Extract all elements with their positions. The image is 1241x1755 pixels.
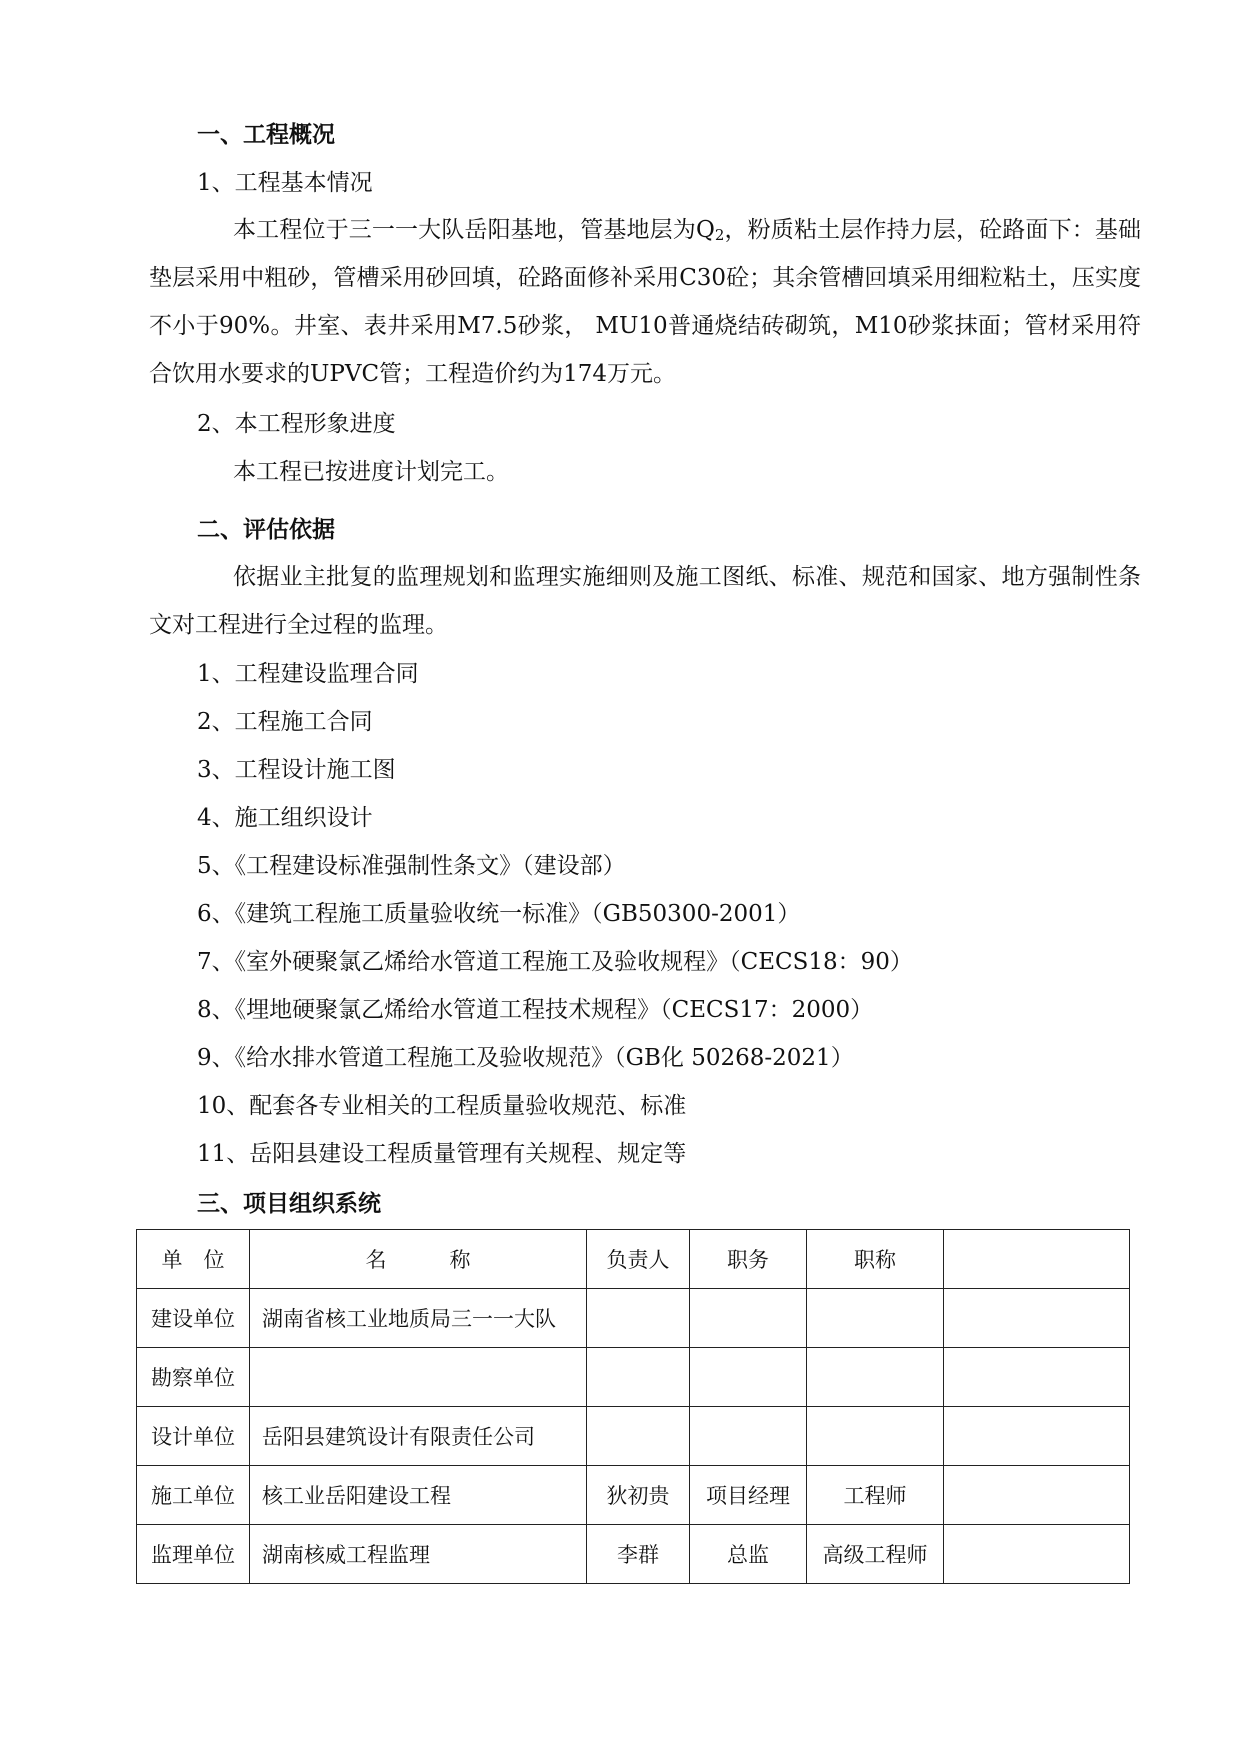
- cell-position: 总监: [690, 1525, 807, 1584]
- cell-person: [587, 1289, 690, 1348]
- cell-title: 高级工程师: [807, 1525, 944, 1584]
- cell-blank: [944, 1289, 1130, 1348]
- header-unit: 单 位: [137, 1230, 250, 1289]
- cell-title: [807, 1348, 944, 1407]
- basis-item: 6、《建筑工程施工质量验收统一标准》（GB50300-2001）: [197, 901, 801, 927]
- cell-blank: [944, 1466, 1130, 1525]
- table-row: [137, 1407, 1130, 1466]
- cell-person: [587, 1407, 690, 1466]
- cell-title: 工程师: [807, 1466, 944, 1525]
- cell-position: [690, 1407, 807, 1466]
- cell-unit: 施工单位: [137, 1466, 250, 1525]
- cell-title: [807, 1407, 944, 1466]
- basis-item: 9、《给水排水管道工程施工及验收规范》（GB化 50268-2021）: [197, 1045, 854, 1071]
- basis-item: 10、配套各专业相关的工程质量验收规范、标准: [197, 1093, 687, 1119]
- cell-title: [807, 1289, 944, 1348]
- para1-subscript: 2: [714, 226, 725, 244]
- basis-item: 4、施工组织设计: [197, 805, 373, 831]
- basis-item: 1、工程建设监理合同: [197, 661, 419, 687]
- table-row: [137, 1525, 1130, 1584]
- cell-blank: [944, 1525, 1130, 1584]
- section-3-title: 三、项目组织系统: [197, 1191, 381, 1217]
- para1-rest: ，粉质粘土层作持力层，砼路面下：基础垫层采用中粗砂，管槽采用砂回填，砼路面修补采用C30砼；其余管槽回填采用细粒粘土，压实度不小于90%。井室、表井采用M7.5砂浆， MU10普通烧结砖砌筑，M10砂浆抹面；管材采用符合饮用水要求的UPVC管；工程造价约为174万元。: [149, 217, 1142, 387]
- header-title: 职称: [807, 1230, 944, 1289]
- basis-item: 3、工程设计施工图: [197, 757, 396, 783]
- section-2-title: 二、评估依据: [197, 517, 335, 543]
- table-row: [137, 1466, 1130, 1525]
- cell-position: 项目经理: [690, 1466, 807, 1525]
- header-blank: [944, 1230, 1130, 1289]
- basis-item: 7、《室外硬聚氯乙烯给水管道工程施工及验收规程》（CECS18：90）: [197, 949, 913, 975]
- cell-name: 核工业岳阳建设工程: [250, 1466, 587, 1525]
- cell-unit: 监理单位: [137, 1525, 250, 1584]
- section-1-subtitle-2: 2、本工程形象进度: [197, 411, 396, 437]
- cell-position: [690, 1289, 807, 1348]
- cell-blank: [944, 1407, 1130, 1466]
- cell-unit: 勘察单位: [137, 1348, 250, 1407]
- basis-item: 11、岳阳县建设工程质量管理有关规程、规定等: [197, 1141, 687, 1167]
- para1-text: 本工程位于三一一大队岳阳基地，管基地层为Q: [233, 217, 715, 243]
- section-1-subtitle-1: 1、工程基本情况: [197, 170, 373, 196]
- cell-name: [250, 1348, 587, 1407]
- header-position: 职务: [690, 1230, 807, 1289]
- table-row: [137, 1289, 1130, 1348]
- section-1-paragraph-2: 本工程已按进度计划完工。: [233, 459, 509, 485]
- org-table: [136, 1229, 1130, 1584]
- cell-name: 岳阳县建筑设计有限责任公司: [250, 1407, 587, 1466]
- cell-position: [690, 1348, 807, 1407]
- section-2-intro: 依据业主批复的监理规划和监理实施细则及施工图纸、标准、规范和国家、地方强制性条文对工程进行全过程的监理。: [149, 564, 1141, 638]
- cell-name: 湖南省核工业地质局三一一大队: [250, 1289, 587, 1348]
- cell-unit: 设计单位: [137, 1407, 250, 1466]
- basis-item: 2、工程施工合同: [197, 709, 373, 735]
- cell-unit: 建设单位: [137, 1289, 250, 1348]
- cell-person: [587, 1348, 690, 1407]
- header-person: 负责人: [587, 1230, 690, 1289]
- cell-blank: [944, 1348, 1130, 1407]
- basis-item: 5、《工程建设标准强制性条文》（建设部）: [197, 853, 626, 879]
- header-name: 名 称: [250, 1230, 587, 1289]
- table-row: [137, 1348, 1130, 1407]
- cell-person: 狄初贵: [587, 1466, 690, 1525]
- basis-item: 8、《埋地硬聚氯乙烯给水管道工程技术规程》（CECS17：2000）: [197, 997, 874, 1023]
- cell-name: 湖南核威工程监理: [250, 1525, 587, 1584]
- cell-person: 李群: [587, 1525, 690, 1584]
- org-table-header-row: [137, 1230, 1130, 1289]
- section-1-paragraph-1: [149, 206, 1141, 398]
- section-1-title: 一、工程概况: [197, 122, 335, 148]
